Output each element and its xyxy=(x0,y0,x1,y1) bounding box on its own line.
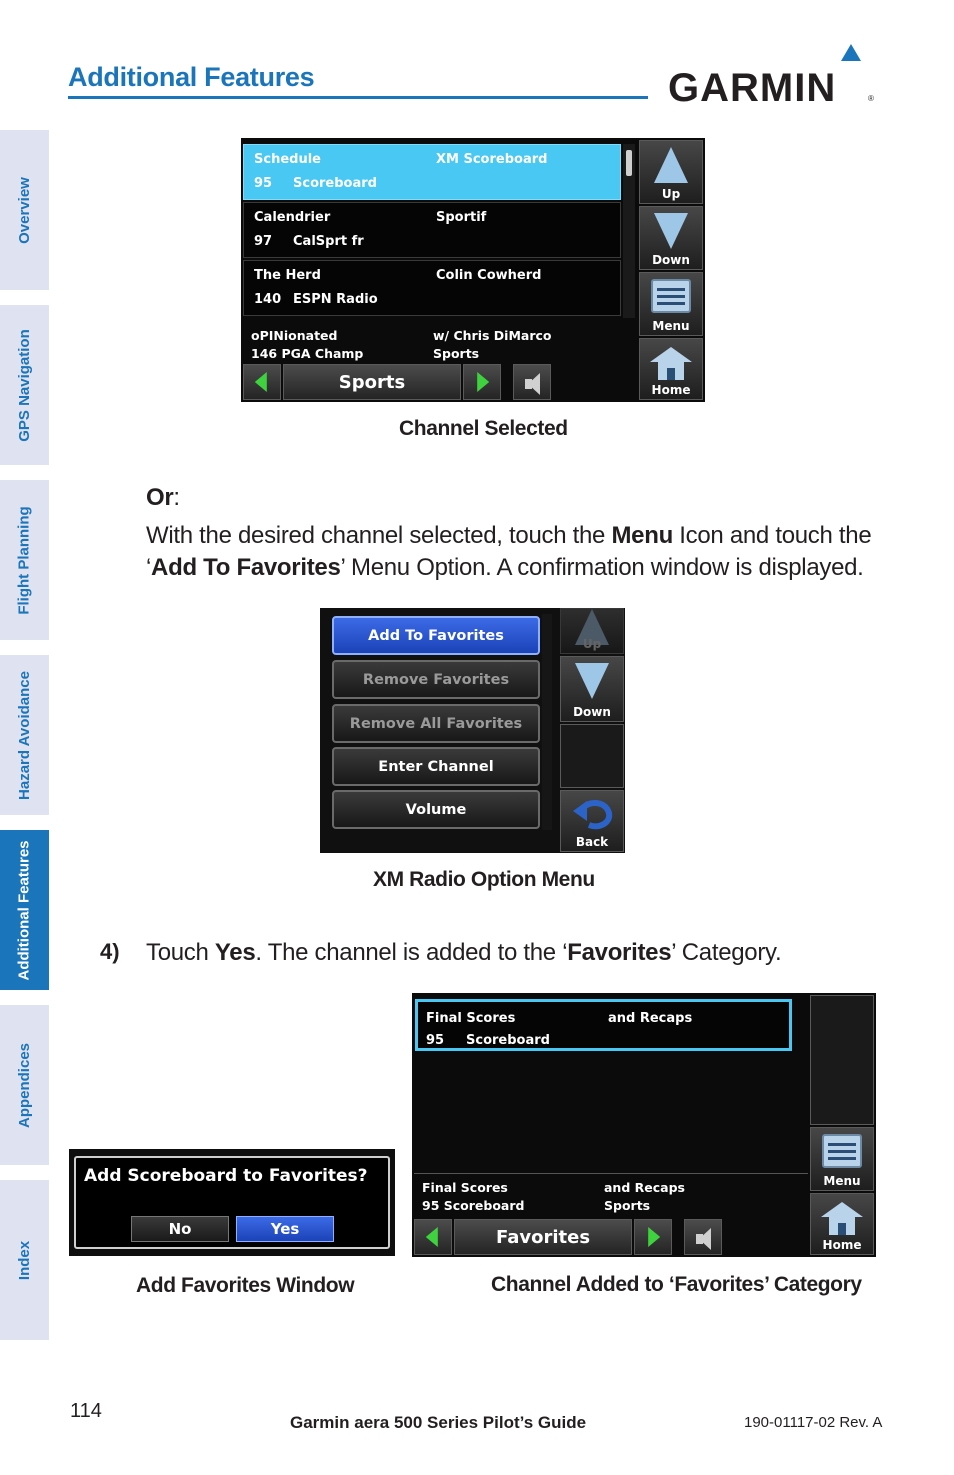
up-label: Up xyxy=(661,187,681,201)
dialog-frame xyxy=(74,1156,390,1249)
down-button[interactable] xyxy=(639,206,703,270)
favorites-screen xyxy=(412,993,876,1257)
logo-wordmark: GARMIN xyxy=(668,66,837,110)
title-rule xyxy=(68,96,648,99)
home-icon xyxy=(821,1202,863,1236)
home-button[interactable] xyxy=(639,338,703,400)
home-button[interactable] xyxy=(810,1193,874,1255)
row-title: and Recaps xyxy=(608,1011,693,1026)
yes-term: Yes xyxy=(214,939,256,966)
add-to-favorites-option[interactable]: Add To Favorites xyxy=(332,616,540,655)
now-playing-title: w/ Chris DiMarco xyxy=(433,328,552,343)
down-label: Down xyxy=(573,705,611,719)
add-to-favorites-term: Add To Favorites xyxy=(151,554,341,581)
row-title: XM Scoreboard xyxy=(436,152,548,167)
channel-row[interactable] xyxy=(243,202,621,258)
back-arrow-icon xyxy=(571,797,615,831)
caption-channel-added: Channel Added to ‘Favorites’ Category xyxy=(491,1273,862,1296)
tab-label: Flight Planning xyxy=(16,505,34,615)
page-number: 114 xyxy=(70,1400,102,1422)
dialog-question: Add Scoreboard to Favorites? xyxy=(84,1166,368,1186)
add-favorites-dialog xyxy=(69,1149,395,1256)
row-name: Scoreboard xyxy=(293,176,377,191)
instruction-line-2 xyxy=(146,552,864,584)
tab-label: GPS Navigation xyxy=(16,328,33,442)
now-playing-title: and Recaps xyxy=(604,1180,685,1195)
caption-add-favorites: Add Favorites Window xyxy=(136,1274,355,1297)
no-button[interactable]: No xyxy=(131,1216,229,1242)
row-name: CalSprt fr xyxy=(293,234,364,249)
down-button[interactable] xyxy=(560,656,624,722)
menu-scrollbar[interactable] xyxy=(542,614,552,830)
right-arrow-icon xyxy=(648,1227,660,1247)
empty-button-area xyxy=(810,995,874,1125)
row-program: The Herd xyxy=(254,268,321,283)
row-channel: 97 xyxy=(254,234,273,249)
menu-icon xyxy=(822,1134,862,1168)
now-playing-channel: 146 PGA Champ xyxy=(251,346,364,361)
row-program: Schedule xyxy=(254,152,321,167)
up-arrow-icon xyxy=(654,147,688,183)
instruction-line-1 xyxy=(146,520,871,552)
channel-row[interactable] xyxy=(243,260,621,316)
favorite-channel-row[interactable] xyxy=(415,999,792,1051)
category-next-button[interactable] xyxy=(463,364,501,400)
option-menu-screen xyxy=(320,608,625,853)
category-label: Favorites xyxy=(454,1219,632,1255)
menu-term: Menu xyxy=(611,522,673,549)
row-name: ESPN Radio xyxy=(293,292,378,307)
menu-label: Menu xyxy=(652,319,690,333)
row-channel: 95 xyxy=(254,176,273,191)
row-title: Colin Cowherd xyxy=(436,268,542,283)
tab-label: Additional Features xyxy=(16,839,33,981)
section-title: Additional Features xyxy=(68,62,315,92)
tab-label: Overview xyxy=(16,176,33,244)
remove-favorites-option[interactable]: Remove Favorites xyxy=(332,660,540,699)
row-channel: 95 xyxy=(426,1033,445,1048)
menu-button[interactable] xyxy=(810,1127,874,1191)
row-name: Scoreboard xyxy=(466,1033,550,1048)
tab-appendices[interactable] xyxy=(0,1005,49,1165)
row-channel: 140 xyxy=(254,292,282,307)
tab-label: Appendices xyxy=(16,1042,33,1128)
step4-text xyxy=(146,937,781,969)
tab-label: Index xyxy=(16,1240,33,1280)
text: ’ Category. xyxy=(671,939,782,966)
now-playing-program: oPINionated xyxy=(251,328,338,343)
speaker-cone xyxy=(528,373,540,395)
text: . The channel is added to the ‘ xyxy=(255,939,568,966)
remove-all-favorites-option[interactable]: Remove All Favorites xyxy=(332,704,540,743)
now-playing-channel: 95 Scoreboard xyxy=(422,1198,525,1213)
tab-additional-features[interactable] xyxy=(0,830,49,990)
caption-channel-selected: Channel Selected xyxy=(399,417,568,440)
category-next-button[interactable] xyxy=(634,1219,672,1255)
now-playing-category: Sports xyxy=(433,346,480,361)
text: ‘ xyxy=(146,554,152,581)
logo-registered: ® xyxy=(868,94,874,103)
menu-label: Menu xyxy=(823,1174,861,1188)
text: Icon and touch the xyxy=(672,522,872,549)
category-prev-button[interactable] xyxy=(414,1219,452,1255)
volume-button[interactable] xyxy=(513,364,551,400)
tab-overview[interactable] xyxy=(0,130,49,290)
tab-label: Hazard Avoidance xyxy=(16,670,33,800)
text: Touch xyxy=(146,939,215,966)
scroll-thumb[interactable] xyxy=(626,150,632,176)
home-label: Home xyxy=(651,383,691,397)
menu-button[interactable] xyxy=(639,272,703,336)
channel-selected-screen xyxy=(241,138,705,402)
now-playing-category: Sports xyxy=(604,1198,651,1213)
up-label: Up xyxy=(582,637,602,651)
or-label: Or xyxy=(146,484,174,511)
or-line xyxy=(146,482,180,514)
category-label: Sports xyxy=(283,364,461,400)
enter-channel-option[interactable]: Enter Channel xyxy=(332,747,540,786)
volume-button[interactable] xyxy=(684,1219,722,1255)
home-label: Home xyxy=(822,1238,862,1252)
divider xyxy=(414,1173,808,1174)
step-number: 4) xyxy=(100,939,120,964)
down-label: Down xyxy=(652,253,690,267)
row-program: Calendrier xyxy=(254,210,331,225)
row-title: Sportif xyxy=(436,210,487,225)
right-arrow-icon xyxy=(477,372,489,392)
tab-gps-navigation[interactable] xyxy=(0,305,49,465)
footer-title: Garmin aera 500 Series Pilot’s Guide xyxy=(290,1413,587,1432)
now-playing-program: Final Scores xyxy=(422,1180,508,1195)
left-arrow-icon xyxy=(255,372,267,392)
yes-button[interactable]: Yes xyxy=(236,1216,334,1242)
channel-row-selected[interactable] xyxy=(243,144,621,200)
footer-document-number: 190-01117-02 Rev. A xyxy=(744,1414,883,1431)
up-button[interactable] xyxy=(560,608,624,654)
empty-button xyxy=(560,724,624,788)
favorites-term: Favorites xyxy=(567,939,672,966)
home-icon xyxy=(650,347,692,381)
row-program: Final Scores xyxy=(426,1011,516,1026)
logo-triangle-icon xyxy=(841,44,861,61)
text: ’ Menu Option. A confirmation window is displayed. xyxy=(340,554,864,581)
back-button[interactable] xyxy=(560,790,624,852)
category-prev-button[interactable] xyxy=(243,364,281,400)
volume-option[interactable]: Volume xyxy=(332,790,540,829)
scrollbar[interactable] xyxy=(623,144,635,318)
back-label: Back xyxy=(575,835,609,849)
or-colon: : xyxy=(173,484,180,511)
caption-option-menu: XM Radio Option Menu xyxy=(373,868,595,891)
left-arrow-icon xyxy=(426,1227,438,1247)
tab-flight-planning[interactable] xyxy=(0,480,49,640)
up-button[interactable] xyxy=(639,140,703,204)
down-arrow-icon xyxy=(654,213,688,249)
garmin-logo xyxy=(668,44,878,110)
text: With the desired channel selected, touch the xyxy=(146,522,612,549)
menu-icon xyxy=(651,279,691,313)
down-arrow-icon xyxy=(575,663,609,699)
tab-index[interactable] xyxy=(0,1180,49,1340)
tab-hazard-avoidance[interactable] xyxy=(0,655,49,815)
speaker-cone xyxy=(699,1228,711,1250)
